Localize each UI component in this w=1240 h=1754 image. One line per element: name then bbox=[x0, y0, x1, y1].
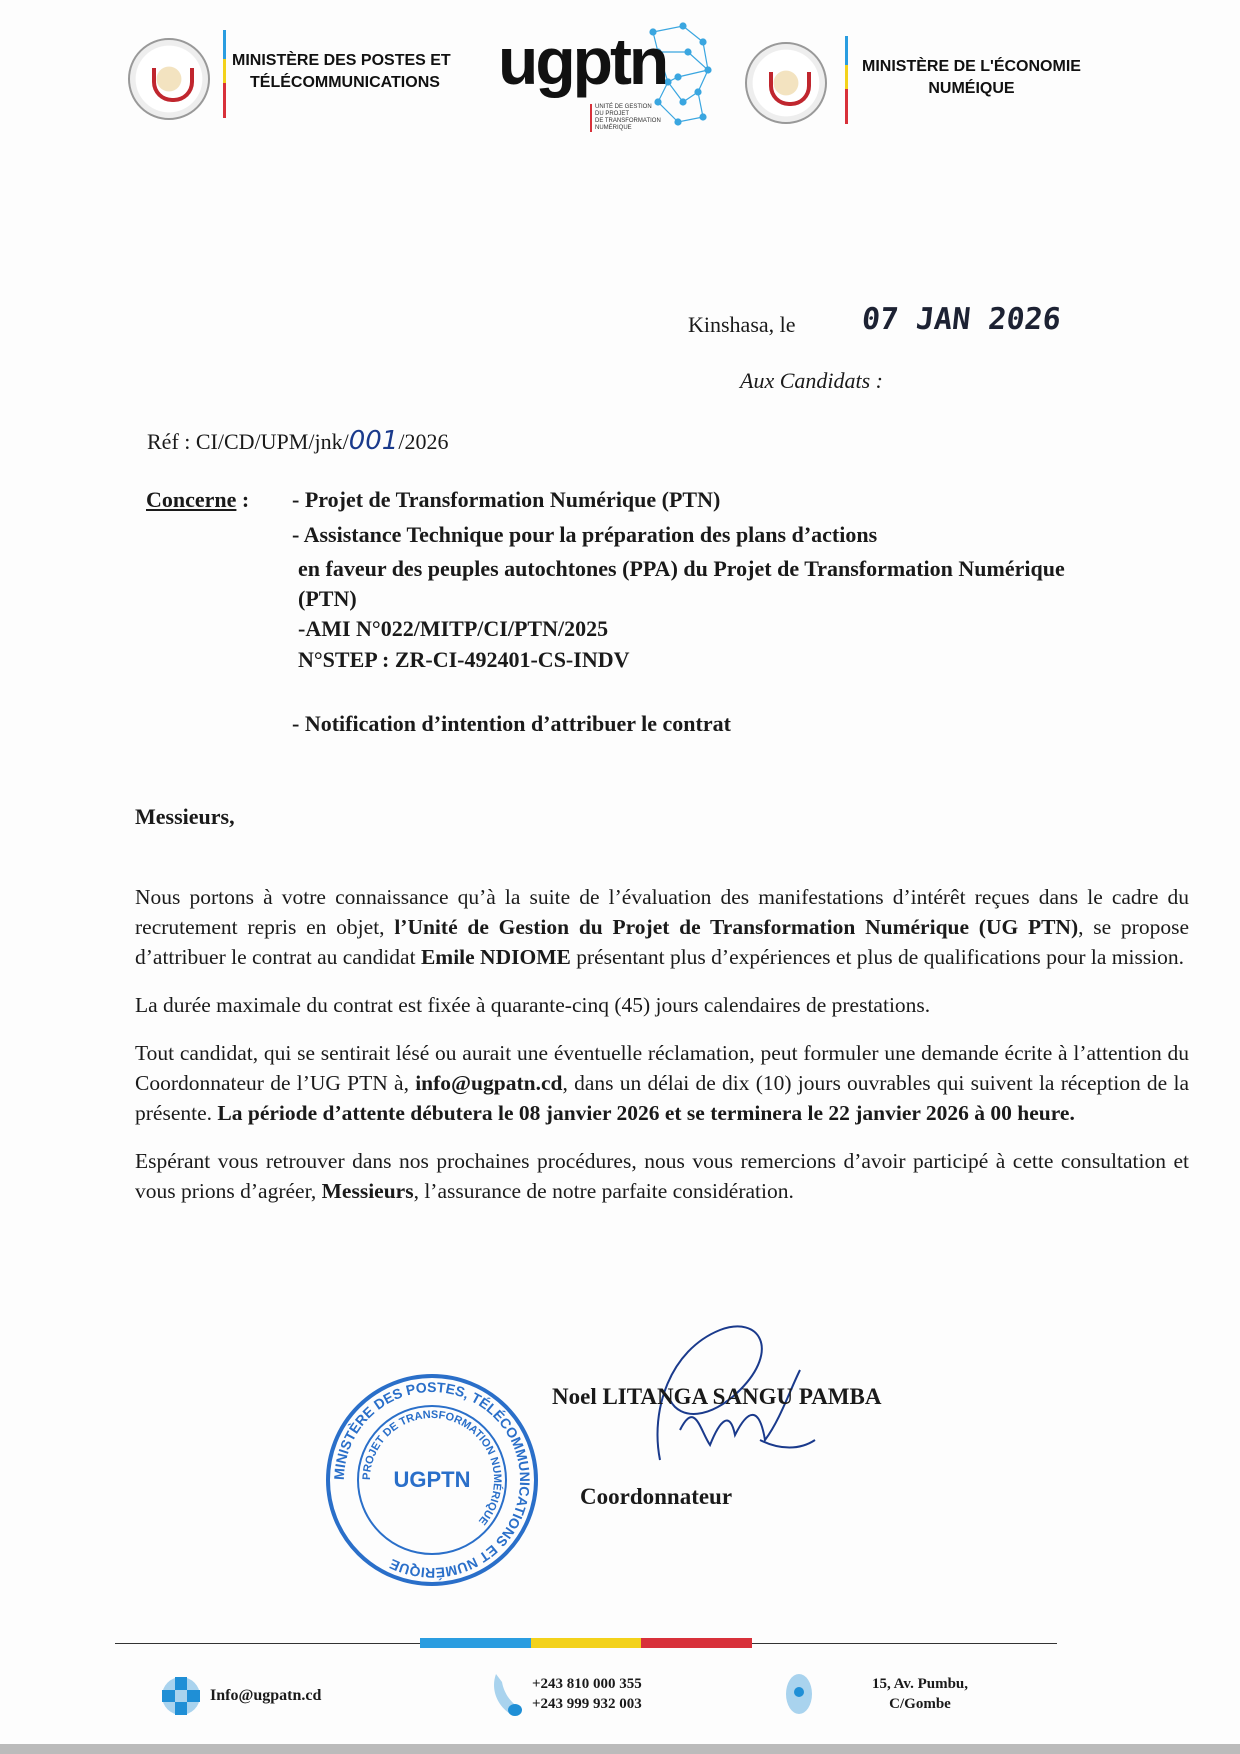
left-ministry bbox=[232, 50, 451, 94]
footer-bar-blue bbox=[420, 1638, 531, 1648]
place-label: Kinshasa, le bbox=[688, 312, 796, 337]
scan-edge bbox=[0, 1744, 1240, 1754]
flag-stripe-right bbox=[845, 36, 848, 124]
left-ministry-line2: TÉLÉCOMMUNICATIONS bbox=[250, 74, 440, 91]
footer-phone-1: +243 810 000 355 bbox=[532, 1676, 642, 1692]
footer-address-1: 15, Av. Pumbu, bbox=[872, 1676, 968, 1692]
concerne-label: Concerne : bbox=[146, 487, 250, 512]
right-ministry-line2: NUMÉIQUE bbox=[928, 80, 1015, 97]
concerne-line: (PTN) bbox=[298, 586, 357, 611]
ref-number-handwritten: 001 bbox=[348, 426, 399, 456]
concerne-line: en faveur des peuples autochtones (PPA) du Projet de Transformation Numérique bbox=[298, 556, 1065, 581]
concerne-line: - Projet de Transformation Numérique (PTN) bbox=[292, 487, 721, 512]
date-stamp: 07 JAN 2026 bbox=[860, 302, 1063, 337]
official-stamp bbox=[322, 1370, 542, 1590]
footer-phone-2: +243 999 932 003 bbox=[532, 1696, 642, 1712]
signatory-name: Noel LITANGA SANGU PAMBA bbox=[552, 1384, 882, 1409]
concerne-line: - Assistance Technique pour la préparation des plans d’actions bbox=[292, 522, 878, 547]
ugptn-logo bbox=[498, 22, 728, 140]
right-ministry-line1: MINISTÈRE DE L'ÉCONOMIE bbox=[862, 58, 1081, 75]
paragraph-3: Tout candidat, qui se sentirait lésé ou aurait une éventuelle réclamation, peut formuler une demande écrite à l’attention du Coordonnateur de l’UG PTN à, info@ugpatn.cd, dans un délai de dix (10) jours ouvrables qui suivent la réception de la présente. La période d’attente débutera le 08 janvier 2026 et se terminera le 22 janvier 2026 à 00 heure. bbox=[135, 1041, 1189, 1125]
location-pin-icon bbox=[784, 1672, 814, 1716]
concerne-line: -AMI N°022/MITP/CI/PTN/2025 bbox=[298, 616, 609, 641]
reference: Réf : CI/CD/UPM/jnk/001/2026 bbox=[147, 426, 449, 456]
footer-email: Info@ugpatn.cd bbox=[210, 1687, 322, 1704]
recipient: Aux Candidats : bbox=[740, 368, 883, 393]
footer-address bbox=[850, 1674, 990, 1714]
svg-text:PROJET DE TRANSFORMATION NUMÉR: PROJET DE TRANSFORMATION NUMÉRIQUE bbox=[360, 1408, 504, 1527]
concerne-line: - Notification d’intention d’attribuer le contrat bbox=[292, 711, 731, 736]
logo-subtitle: UNITÉ DE GESTION DU PROJET DE TRANSFORMATION NUMÉRIQUE bbox=[590, 104, 661, 132]
coat-of-arms-seal-right bbox=[745, 42, 827, 124]
svg-text:MINISTÈRE DES POSTES, TÉLÉCOMM: MINISTÈRE DES POSTES, TÉLÉCOMMUNICATIONS ET NUMÉRIQUE bbox=[330, 1378, 534, 1582]
footer-phones bbox=[532, 1674, 642, 1714]
coat-of-arms-seal-left bbox=[128, 38, 210, 120]
salutation: Messieurs, bbox=[135, 804, 235, 829]
concerne-line: N°STEP : ZR-CI-492401-CS-INDV bbox=[298, 647, 630, 672]
footer-bar-red bbox=[641, 1638, 752, 1648]
left-ministry-line1: MINISTÈRE DES POSTES ET bbox=[232, 52, 451, 69]
signatory-title: Coordonnateur bbox=[580, 1484, 733, 1509]
paragraph-4: Espérant vous retrouver dans nos prochaines procédures, nous vous remercions d’avoir participé à cette consultation et vous prions d’agréer, Messieurs, l’assurance de notre parfaite considération. bbox=[135, 1149, 1189, 1203]
svg-text:UGPTN: UGPTN bbox=[393, 1467, 471, 1492]
paragraph-2: La durée maximale du contrat est fixée à quarante-cinq (45) jours calendaires de prestations. bbox=[135, 993, 931, 1017]
letter-body bbox=[135, 802, 1189, 1224]
phone-icon bbox=[490, 1670, 524, 1720]
right-ministry bbox=[862, 56, 1081, 100]
footer-bar-yellow bbox=[531, 1638, 641, 1648]
paragraph-1: Nous portons à votre connaissance qu’à la suite de l’évaluation des manifestations d’intérêt reçues dans le cadre du recrutement repris en objet, l’Unité de Gestion du Projet de Transformation Numérique (UG PTN), se propose d’attribuer le contrat au candidat Emile NDIOME présentant plus d’expériences et plus de qualifications pour la mission. bbox=[135, 885, 1189, 969]
globe-icon bbox=[160, 1675, 202, 1717]
flag-stripe-left bbox=[223, 30, 226, 118]
logo-text: ugptn bbox=[498, 24, 667, 98]
footer-address-2: C/Gombe bbox=[889, 1696, 951, 1712]
